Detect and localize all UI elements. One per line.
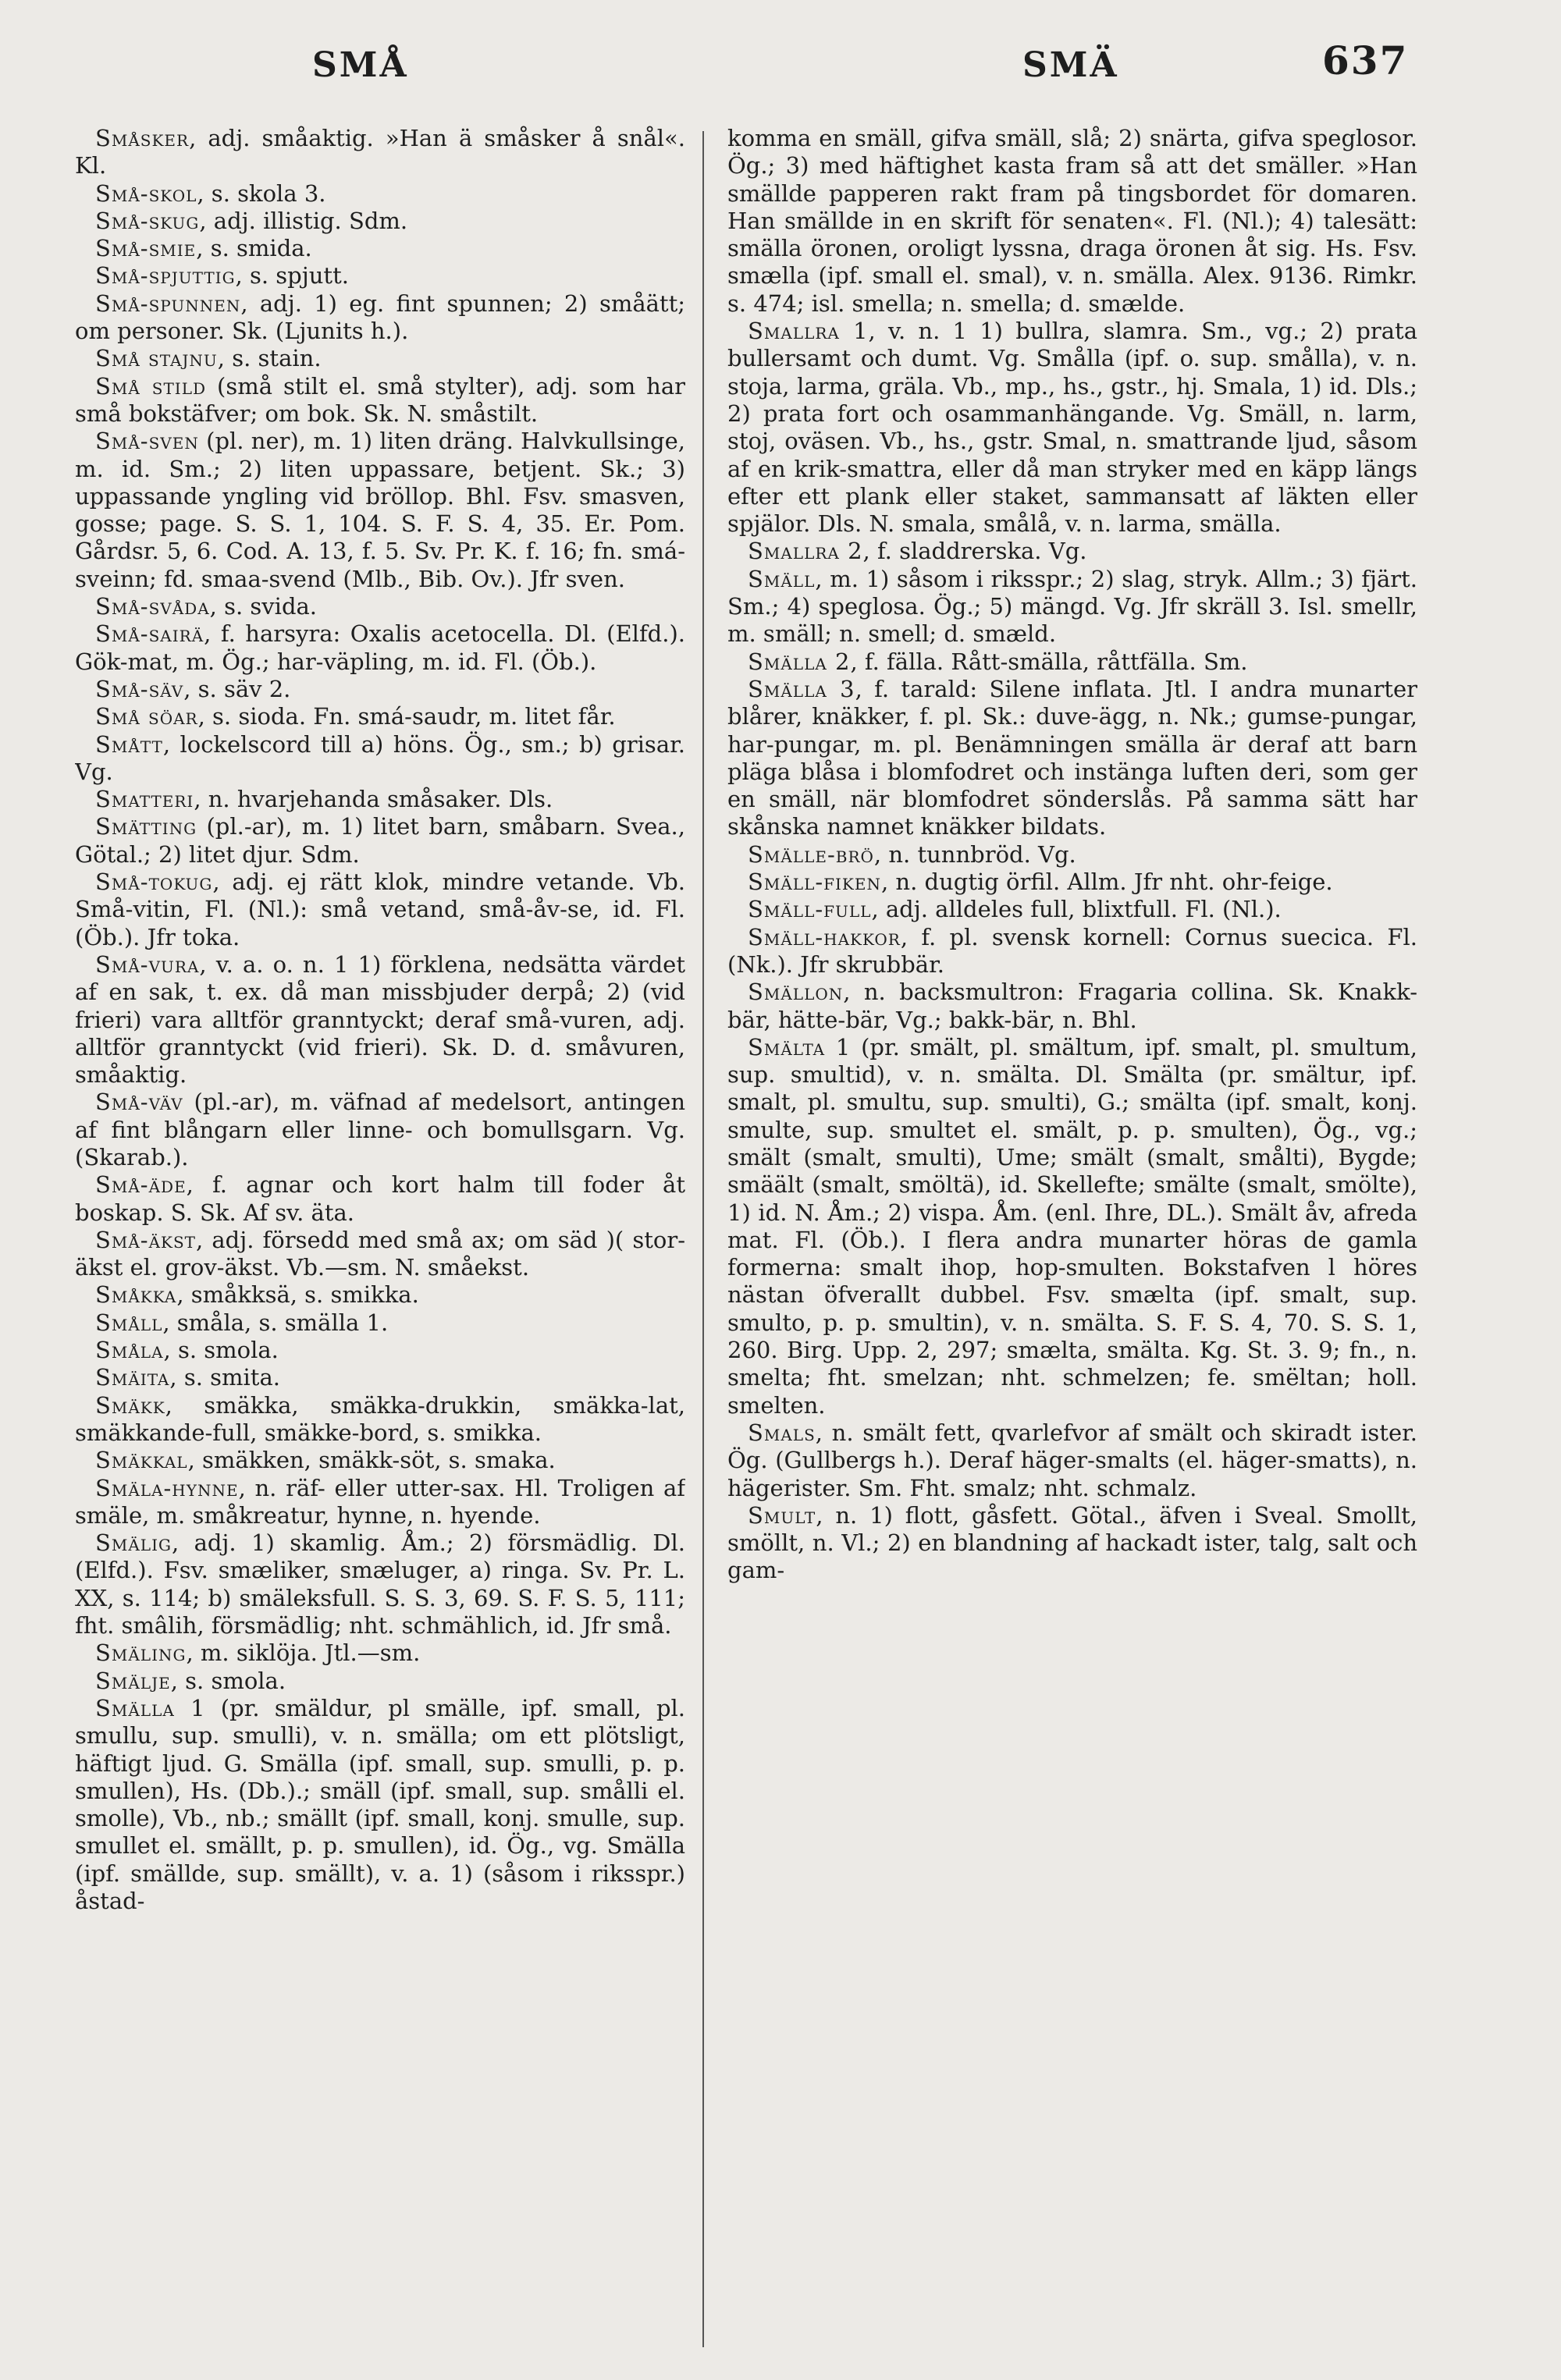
running-head-left: SMÅ bbox=[312, 45, 409, 85]
entry-headword: Smäla-hynne bbox=[95, 1474, 239, 1501]
entry-definition: , n. backsmultron: Fragaria collina. Sk. Knakk-bär, hätte-bär, Vg.; bakk-bär, n. Bhl. bbox=[727, 979, 1417, 1033]
dictionary-entry bbox=[75, 235, 685, 262]
entry-headword: Små-smie bbox=[95, 235, 197, 262]
dictionary-entry bbox=[75, 1089, 685, 1171]
entry-definition: , f. fälla. Rått-smälla, råttfälla. Sm. bbox=[850, 648, 1248, 675]
dictionary-entry bbox=[75, 1668, 685, 1695]
dictionary-entry bbox=[75, 813, 685, 869]
entry-definition: , småla, s. smälla 1. bbox=[162, 1309, 389, 1336]
entry-definition: , s. smita. bbox=[169, 1364, 280, 1391]
dictionary-entry bbox=[727, 538, 1417, 565]
entry-headword: Smått bbox=[95, 730, 163, 758]
entry-headword: Små-spunnen bbox=[95, 290, 241, 317]
dictionary-entry bbox=[75, 1392, 685, 1448]
dictionary-entry bbox=[727, 566, 1417, 648]
entry-headword: Smälle-brö bbox=[748, 840, 874, 868]
dictionary-entry bbox=[75, 1639, 685, 1667]
dictionary-entry bbox=[75, 1309, 685, 1337]
dictionary-entry bbox=[75, 951, 685, 1089]
dictionary-entry bbox=[727, 896, 1417, 923]
entry-definition: (pl.-ar), m. väfnad af medelsort, antingen af fint blångarn eller linne- och bomullsgarn. Vg. (Skarab.). bbox=[75, 1089, 685, 1170]
dictionary-entry bbox=[75, 262, 685, 290]
entry-headword: Smult bbox=[748, 1501, 816, 1529]
dictionary-entry bbox=[727, 1502, 1417, 1585]
entry-definition: , n. räf- eller utter-sax. Hl. Troligen af smäle, m. småkreatur, hynne, n. hyende. bbox=[75, 1474, 685, 1529]
dictionary-entry bbox=[75, 593, 685, 620]
dictionary-entry bbox=[75, 620, 685, 676]
entry-headword: Små stajnu bbox=[95, 345, 218, 372]
entry-headword: Smälla 1 bbox=[95, 1694, 206, 1721]
entry-headword: Små stild bbox=[95, 372, 207, 400]
dictionary-entry bbox=[75, 786, 685, 813]
entry-definition: , n. 1) flott, gåsfett. Götal., äfven i Sveal. Smollt, smöllt, n. Vl.; 2) en blandning af hackadt ister, talg, salt och gam- bbox=[727, 1501, 1417, 1584]
entry-definition: , f. sladdrerska. Vg. bbox=[862, 538, 1087, 565]
entry-definition: , adj. 1) eg. fint spunnen; 2) småätt; om personer. Sk. (Ljunits h.). bbox=[75, 290, 685, 345]
entry-definition: , smäkka, smäkka-drukkin, smäkka-lat, smäkkande-full, smäkke-bord, s. smikka. bbox=[75, 1391, 685, 1446]
entry-headword: Smäkk bbox=[95, 1391, 165, 1419]
entry-definition: (små stilt el. små stylter), adj. som har små bokstäfver; om bok. Sk. N. småstilt. bbox=[75, 372, 685, 427]
entry-headword: Smäita bbox=[95, 1364, 170, 1391]
left-column bbox=[75, 125, 685, 2357]
entry-definition: (pl.-ar), m. 1) litet barn, småbarn. Svea., Götal.; 2) litet djur. Sdm. bbox=[75, 813, 685, 868]
entry-headword: Små-tokug bbox=[95, 869, 213, 896]
dictionary-entry bbox=[75, 1227, 685, 1282]
entry-headword: Smälla 2 bbox=[748, 648, 851, 675]
dictionary-entry bbox=[75, 1364, 685, 1391]
entry-headword: Smälje bbox=[95, 1667, 171, 1694]
entry-headword: Smäll-full bbox=[748, 896, 872, 923]
entry-headword: Smatteri bbox=[95, 786, 194, 813]
entry-definition: , lockelscord till a) höns. Ög., sm.; b) grisar. Vg. bbox=[75, 730, 685, 785]
dictionary-entry bbox=[75, 676, 685, 703]
entry-headword: Små-äde bbox=[95, 1171, 187, 1199]
dictionary-entry bbox=[75, 125, 685, 180]
entry-definition: , f. pl. svensk kornell: Cornus suecica. Fl. (Nk.). Jfr skrubbär. bbox=[727, 923, 1417, 978]
entry-headword: Småll bbox=[95, 1309, 163, 1336]
entry-definition: , f. tarald: Silene inflata. Jtl. I andra munarter blårer, knäkker, f. pl. Sk.: duve-ägg, n. Nk.; gumse-pungar, har-pungar, m. pl. Benämningen smälla är deraf att barn pläga blåsa i blomfodret och instänga luften deri, som ger en smäll, när blomfodret sönderslås. På samma sätt har skånska namnet knäkker bildats. bbox=[727, 675, 1417, 840]
entry-definition: , s. spjutt. bbox=[235, 262, 349, 290]
column-divider bbox=[702, 131, 704, 2347]
running-head-right: SMÄ bbox=[1022, 45, 1119, 85]
entry-definition: , adj. ej rätt klok, mindre vetande. Vb. Små-vitin, Fl. (Nl.): små vetand, små-åv-se, id. Fl. (Öb.). Jfr toka. bbox=[75, 869, 685, 950]
entry-definition: , smäkken, smäkk-söt, s. smaka. bbox=[187, 1447, 556, 1474]
entry-definition: , n. dugtig örfil. Allm. Jfr nht. ohr-feige. bbox=[880, 869, 1333, 896]
dictionary-entry bbox=[75, 731, 685, 787]
entry-definition: , s. smola. bbox=[163, 1337, 279, 1364]
right-column bbox=[727, 125, 1417, 2357]
entry-headword: Småsker bbox=[95, 125, 190, 151]
dictionary-entry bbox=[75, 703, 685, 730]
entry-definition: , s. smida. bbox=[196, 235, 312, 262]
entry-headword: Små-svåda bbox=[95, 593, 210, 620]
dictionary-entry bbox=[75, 869, 685, 951]
dictionary-entry bbox=[727, 924, 1417, 979]
entry-headword: Små-sven bbox=[95, 428, 199, 455]
entry-definition: , s. skola 3. bbox=[197, 179, 326, 207]
entry-headword: Små-äkst bbox=[95, 1226, 197, 1253]
dictionary-entry bbox=[75, 1475, 685, 1530]
entry-definition: , f. harsyra: Oxalis acetocella. Dl. (Elfd.). Gök-mat, m. Ög.; har-väpling, m. id. Fl. (Öb.). bbox=[75, 620, 685, 675]
entry-headword: Små-skug bbox=[95, 207, 200, 234]
entry-headword: Smäll-hakkor bbox=[748, 923, 901, 950]
entry-headword: Smäll-fiken bbox=[748, 869, 881, 896]
entry-definition: (pl. ner), m. 1) liten dräng. Halvkullsinge, m. id. Sm.; 2) liten uppassare, betjent. Sk.; 3) uppassande yngling vid bröllop. Bhl. Fsv. smasven, gosse; page. S. S. 1, 104. S. F. S. 4, 35. Er. Pom. Gårdsr. 5, 6. Cod. A. 13, f. 5. Sv. Pr. K. f. 16; fn. smá-sveinn; fd. smaa-svend (Mlb., Bib. Ov.). Jfr sven. bbox=[75, 428, 685, 592]
dictionary-entry bbox=[75, 1337, 685, 1364]
entry-definition: , n. tunnbröd. Vg. bbox=[873, 840, 1076, 868]
dictionary-entry bbox=[75, 1281, 685, 1309]
entry-headword: Små-vura bbox=[95, 950, 200, 978]
dictionary-entry bbox=[75, 180, 685, 208]
dictionary-entry bbox=[727, 1034, 1417, 1419]
dictionary-entry bbox=[727, 869, 1417, 896]
dictionary-entry bbox=[75, 1447, 685, 1474]
entry-definition: , adj. småaktig. »Han ä småsker å snål«. Kl. bbox=[75, 125, 685, 179]
entry-definition: , adj. 1) skamlig. Åm.; 2) försmädlig. Dl. (Elfd.). Fsv. smæliker, smæluger, a) ringa. Sv. Pr. L. XX, s. 114; b) smäleksfull. S. S. 3, 69. S. F. S. 5, 111; fht. smâlih, försmädlig; nht. schmählich, id. Jfr små. bbox=[75, 1529, 685, 1639]
entry-headword: Smallra 2 bbox=[748, 538, 863, 565]
entry-headword: Smäling bbox=[95, 1639, 187, 1667]
entry-headword: Smäkkal bbox=[95, 1447, 188, 1474]
entry-headword: Smallra 1 bbox=[748, 318, 869, 345]
dictionary-entry bbox=[75, 373, 685, 428]
entry-definition: , m. 1) såsom i riksspr.; 2) slag, stryk. Allm.; 3) fjärt. Sm.; 4) speglosa. Ög.; 5) mängd. Vg. Jfr skräll 3. Isl. smellr, m. smäll; n. smell; d. smæld. bbox=[727, 565, 1417, 648]
entry-headword: Smälta 1 bbox=[748, 1033, 852, 1060]
dictionary-entry bbox=[727, 125, 1417, 318]
dictionary-entry bbox=[727, 979, 1417, 1034]
entry-headword: Små söar bbox=[95, 703, 198, 730]
entry-definition: , småkksä, s. smikka. bbox=[176, 1281, 419, 1309]
entry-headword: Små-skol bbox=[95, 179, 197, 207]
dictionary-entry bbox=[75, 1171, 685, 1227]
entry-headword: Småkka bbox=[95, 1281, 177, 1309]
entry-definition: , s. sioda. Fn. smá-saudr, m. litet får. bbox=[197, 703, 616, 730]
entry-headword: Smals bbox=[748, 1419, 816, 1446]
entry-headword: Smälla 3 bbox=[748, 675, 855, 702]
dictionary-entry bbox=[727, 676, 1417, 841]
entry-headword: Smätting bbox=[95, 813, 197, 840]
entry-definition: (pr. smäldur, pl smälle, ipf. small, pl. smullu, sup. smulli), v. n. smälla; om ett plötsligt, häftigt ljud. G. Smälla (ipf. small, sup. smulli, p. p. smullen), Hs. (Db.).; smäll (ipf. small, sup. smålli el. smolle), Vb., nb.; smällt (ipf. small, konj. smulle, sup. smullet el. smällt, p. p. smullen), id. Ög., vg. Smälla (ipf. smällde, sup. smällt), v. a. 1) (såsom i riksspr.) åstad- bbox=[75, 1694, 685, 1914]
dictionary-entry bbox=[75, 1695, 685, 1915]
dictionary-entry bbox=[75, 1529, 685, 1639]
dictionary-entry bbox=[727, 648, 1417, 676]
entry-headword: Småla bbox=[95, 1337, 164, 1364]
entry-definition: , m. siklöja. Jtl.—sm. bbox=[186, 1639, 421, 1667]
dictionary-entry bbox=[75, 345, 685, 372]
dictionary-entry bbox=[727, 318, 1417, 538]
entry-headword: Små-säv bbox=[95, 675, 184, 702]
dictionary-entry bbox=[75, 208, 685, 235]
entry-definition: , adj. illistig. Sdm. bbox=[199, 207, 408, 234]
entry-headword: Små-spjuttig bbox=[95, 262, 236, 290]
entry-headword: Smäll bbox=[748, 565, 816, 592]
entry-headword: Smällon bbox=[748, 979, 844, 1006]
entry-definition: , s. säv 2. bbox=[183, 675, 291, 702]
entry-headword: Smälig bbox=[95, 1529, 172, 1557]
entry-definition: , f. agnar och kort halm till foder åt boskap. S. Sk. Af sv. äta. bbox=[75, 1171, 685, 1226]
dictionary-entry bbox=[75, 428, 685, 593]
entry-definition: , s. stain. bbox=[217, 345, 322, 372]
entry-definition: , n. hvarjehanda småsaker. Dls. bbox=[194, 786, 553, 813]
entry-definition: , adj. försedd med små ax; om säd )( stor-äkst el. grov-äkst. Vb.—sm. N. småekst. bbox=[75, 1226, 685, 1281]
dictionary-entry bbox=[727, 841, 1417, 869]
dictionary-entry bbox=[75, 290, 685, 346]
page-number: 637 bbox=[1322, 37, 1409, 83]
entry-definition: (pr. smält, pl. smältum, ipf. smalt, pl. smultum, sup. smultid), v. n. smälta. Dl. Smälta (pr. smältur, ipf. smalt, pl. smultu, sup. smulti), G.; smälta (ipf. smalt, konj. smulte, sup. smultet el. smält, p. p. smulten), Ög., vg.; smält (smalt, smulti), Ume; smält (smalt, smålti), Bygde; smäält (smalt, smöltä), id. Skellefte; smälte (smalt, smölte), 1) id. N. Åm.; 2) vispa. Åm. (enl. Ihre, DL.). Smält åv, afreda mat. Fl. (Öb.). I flera andra munarter höras de gamla formerna: smalt ihop, hop-smulten. Bokstafven l höres nästan öfverallt dubbel. Fsv. smælta (ipf. smalt, sup. smulto, p. p. smultin), v. n. smälta. S. F. S. 4, 70. S. S. 1, 260. Birg. Upp. 2, 297; smælta, smälta. Kg. St. 3. 9; fn., n. smelta; fht. smelzan; nht. schmelzen; fe. smëltan; holl. smelten. bbox=[727, 1033, 1417, 1419]
entry-headword: Små-väv bbox=[95, 1089, 183, 1116]
entry-definition: komma en smäll, gifva smäll, slå; 2) snärta, gifva speglosor. Ög.; 3) med häftighet kasta fram så att det smäller. »Han smällde papperen rakt fram på tingsbordet för domaren. Han smällde in en skrift för senaten«. Fl. (Nl.); 4) talesätt: smälla öronen, oroligt lyssna, draga öronen åt sig. Hs. Fsv. smælla (ipf. small el. smal), v. n. smälla. Alex. 9136. Rimkr. s. 474; isl. smella; n. smella; d. smælde. bbox=[727, 125, 1417, 317]
entry-definition: , s. smola. bbox=[170, 1667, 286, 1694]
entry-definition: , v. n. 1 1) bullra, slamra. Sm., vg.; 2) prata bullersamt och dumt. Vg. Smålla (ipf. o. sup. smålla), v. n. stoja, larma, gräla. Vb., mp., hs., gstr., hj. Smala, 1) id. Dls.; 2) prata fort och osammanhängande. Vg. Smäll, n. larm, stoj, oväsen. Vb., hs., gstr. Smal, n. smattrande ljud, såsom af en krik-smattra, eller då man stryker med en käpp längs efter ett plank eller staket, sammansatt af läkten eller spjälor. Dls. N. smala, smålå, v. n. larma, smälla. bbox=[727, 318, 1417, 538]
entry-definition: , adj. alldeles full, blixtfull. Fl. (Nl.). bbox=[871, 896, 1282, 923]
entry-headword: Små-sairä bbox=[95, 620, 204, 648]
dictionary-entry bbox=[727, 1419, 1417, 1502]
page-header bbox=[0, 30, 1561, 92]
entry-definition: , n. smält fett, qvarlefvor af smält och skiradt ister. Ög. (Gullbergs h.). Deraf häger-smalts (el. häger-smatts), n. hägerister. Sm. Fht. smalz; nht. schmalz. bbox=[727, 1419, 1417, 1501]
entry-definition: , v. a. o. n. 1 1) förklena, nedsätta värdet af en sak, t. ex. då man missbjuder derpå; 2) (vid frieri) vara alltför granntyckt; deraf små-vuren, adj. alltför granntyckt (vid frieri). Sk. D. d. småvuren, småaktig. bbox=[75, 950, 685, 1089]
entry-definition: , s. svida. bbox=[209, 593, 318, 620]
